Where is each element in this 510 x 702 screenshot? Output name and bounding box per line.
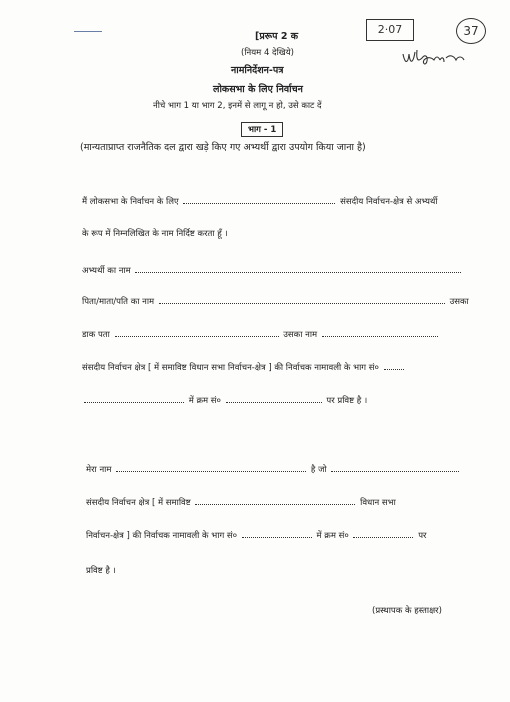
circled-number: 37 xyxy=(456,18,486,44)
proposer-roll-blank xyxy=(242,529,312,538)
serial-prefix-blank xyxy=(84,394,184,403)
pen-mark xyxy=(74,31,102,32)
proposer-entered: प्रविष्ट है । xyxy=(86,566,116,576)
proposer-name-label: मेरा नाम xyxy=(86,465,112,475)
proposer-pc-blank xyxy=(195,496,355,505)
proposer-roll-suffix: पर xyxy=(418,531,427,541)
parent-name-suffix: उसका xyxy=(449,297,469,307)
form-number: [प्ररूप 2 क xyxy=(255,31,299,42)
part-note: (मान्यताप्राप्त राजनैतिक दल द्वारा खड़े किए गए अभ्यर्थी द्वारा उपयोग किया जाना है) xyxy=(80,142,366,153)
proposer-pc-text: संसदीय निर्वाचन क्षेत्र [ में समाविष्ट xyxy=(86,498,191,508)
proposer-serial-label: में क्रम सं० xyxy=(316,531,349,541)
serial-blank xyxy=(226,394,322,403)
page-number-box: 2·07 xyxy=(366,19,414,41)
postal-label: डाक पता xyxy=(82,330,110,340)
constituency-roll-line xyxy=(82,361,406,374)
proposer-roll-line xyxy=(86,529,427,542)
parent-name-blank xyxy=(159,295,445,304)
parent-name-line xyxy=(82,295,469,308)
candidate-name-blank xyxy=(135,264,461,273)
rule-reference: (नियम 4 देखिये) xyxy=(241,48,294,58)
constituency-blank xyxy=(183,195,335,204)
part-label: भाग - 1 xyxy=(241,122,283,137)
constituency-roll-text: संसदीय निर्वाचन क्षेत्र [ में समाविष्ट विधान सभा निर्वाचन-क्षेत्र ] की निर्वाचक नामावली के भाग सं० xyxy=(82,363,379,373)
part1-line1 xyxy=(82,195,438,208)
proposer-serial-blank xyxy=(353,529,413,538)
serial-label: में क्रम सं० xyxy=(188,396,221,406)
postal-line xyxy=(82,328,440,341)
proposer-pc-line xyxy=(86,496,396,509)
postal-name-blank xyxy=(322,328,438,337)
serial-suffix: पर प्रविष्ट है । xyxy=(326,396,368,406)
proposer-name-line xyxy=(86,463,461,476)
proposer-pc-suffix: विधान सभा xyxy=(360,498,396,508)
postal-blank xyxy=(115,328,279,337)
form-subtitle: लोकसभा के लिए निर्वाचन xyxy=(213,84,303,95)
proposer-name-blank-2 xyxy=(331,463,459,472)
parent-name-label: पिता/माता/पति का नाम xyxy=(82,297,155,307)
proposer-roll-text: निर्वाचन-क्षेत्र ] की निर्वाचक नामावली के भाग सं० xyxy=(86,531,238,541)
form-title: नामनिर्देशन-पत्र xyxy=(231,65,284,76)
part1-line1-text-a: मैं लोकसभा के निर्वाचन के लिए xyxy=(82,197,179,207)
instruction-line: नीचे भाग 1 या भाग 2, इनमें से लागू न हो, उसे काट दें xyxy=(153,101,322,111)
candidate-name-line xyxy=(82,264,463,277)
proposer-name-suffix: है जो xyxy=(310,465,327,475)
proposer-signature-label: (प्रस्थापक के हस्ताक्षर) xyxy=(372,606,442,616)
proposer-name-blank xyxy=(116,463,306,472)
serial-line xyxy=(82,394,367,407)
part1-line1-text-b: संसदीय निर्वाचन-क्षेत्र से अभ्यर्थी xyxy=(340,197,438,207)
handwritten-initials xyxy=(400,46,470,72)
roll-part-blank xyxy=(384,361,404,370)
candidate-name-label: अभ्यर्थी का नाम xyxy=(82,266,131,276)
part1-line2: के रूप में निम्नलिखित के नाम निर्दिष्ट करता हूँ । xyxy=(82,229,228,239)
postal-name-label: उसका नाम xyxy=(283,330,318,340)
